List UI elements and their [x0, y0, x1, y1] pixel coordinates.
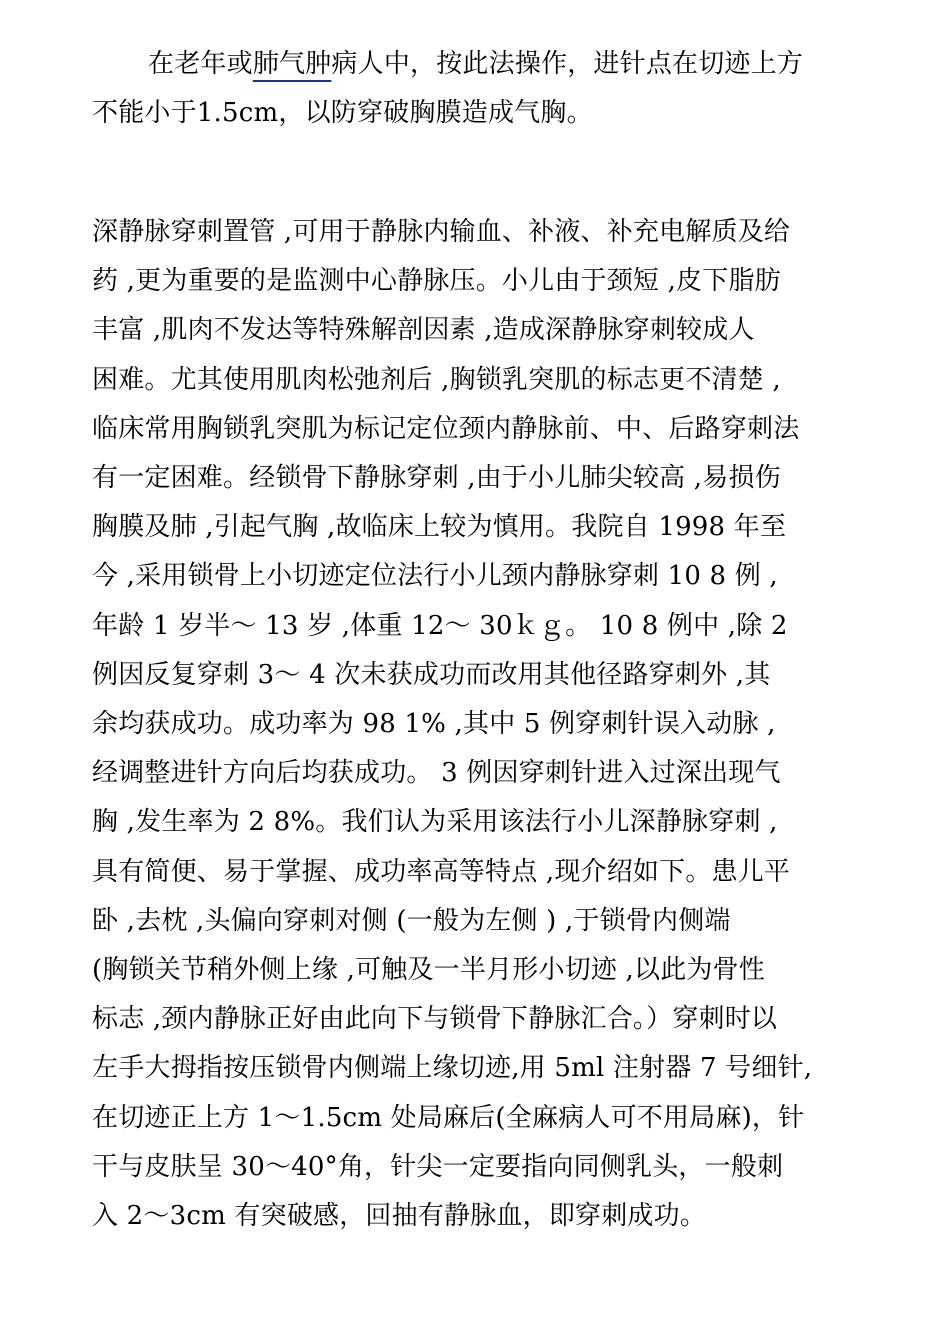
paragraph-line: 在切迹正上方 1～1.5cm 处局麻后(全麻病人可不用局麻)，针 — [92, 1102, 805, 1133]
paragraph-line: 经调整进针方向后均获成功。 3 例因穿刺针进入过深出现气 — [92, 758, 781, 789]
paragraph-pneumothorax-warning — [92, 40, 862, 137]
paragraph-line: (胸锁关节稍外侧上缘 ,可触及一半月形小切迹 ,以此为骨性 — [92, 955, 766, 986]
paragraph-line: 年龄 1 岁半～ 13 岁 ,体重 12～ 30ｋｇ。 10 8 例中 ,除 2 — [92, 610, 788, 641]
paragraph-line: 入 2～3cm 有突破感，回抽有静脉血，即穿刺成功。 — [92, 1201, 707, 1232]
paragraph-line — [92, 40, 862, 89]
paragraph-line: 例因反复穿刺 3～ 4 次未获成功而改用其他径路穿刺外 ,其 — [92, 659, 771, 690]
text-segment: 病人中，按此法操作，进针点在切迹上方 — [331, 49, 804, 79]
text-segment: 在老年或 — [148, 49, 253, 79]
paragraph-line: 左手大拇指按压锁骨内侧端上缘切迹,用 5ml 注射器 7 号细针, — [92, 1053, 813, 1084]
emphysema-link[interactable]: 肺气肿 — [252, 49, 332, 79]
paragraph-line: 胸膜及肺 ,引起气胸 ,故临床上较为慎用。我院自 1998 年至 — [92, 512, 787, 543]
paragraph-line: 临床常用胸锁乳突肌为标记定位颈内静脉前、中、后路穿刺法 — [92, 413, 800, 444]
paragraph-line: 余均获成功。成功率为 98 1% ,其中 5 例穿刺针误入动脉 , — [92, 709, 776, 740]
paragraph-line: 卧 ,去枕 ,头偏向穿刺对侧 (一般为左侧 ) ,于锁骨内侧端 — [92, 905, 731, 936]
paragraph-line: 丰富 ,肌肉不发达等特殊解剖因素 ,造成深静脉穿刺较成人 — [92, 315, 755, 346]
paragraph-line: 胸 ,发生率为 2 8%。我们认为采用该法行小儿深静脉穿刺 , — [92, 807, 778, 838]
paragraph-line: 今 ,采用锁骨上小切迹定位法行小儿颈内静脉穿刺 10 8 例 , — [92, 561, 778, 592]
paragraph-line: 药 ,更为重要的是监测中心静脉压。小儿由于颈短 ,皮下脂肪 — [92, 266, 781, 297]
paragraph-line: 困难。尤其使用肌肉松弛剂后 ,胸锁乳突肌的标志更不清楚 , — [92, 364, 781, 395]
paragraph-line: 标志 ,颈内静脉正好由此向下与锁骨下静脉汇合。）穿刺时以 — [92, 1004, 778, 1035]
paragraph-line: 深静脉穿刺置管 ,可用于静脉内输血、补液、补充电解质及给 — [92, 217, 791, 247]
paragraph-line: 不能小于1.5cm，以防穿破胸膜造成气胸。 — [92, 97, 593, 128]
paragraph-line: 有一定困难。经锁骨下静脉穿刺 ,由于小儿肺尖较高 ,易损伤 — [92, 463, 781, 494]
paragraph-line: 干与皮肤呈 30～40°角，针尖一定要指向同侧乳头，一般刺 — [92, 1151, 784, 1182]
paragraph-deep-vein-puncture — [92, 208, 862, 1241]
paragraph-line: 具有简便、易于掌握、成功率高等特点 ,现介绍如下。患儿平 — [92, 856, 791, 887]
